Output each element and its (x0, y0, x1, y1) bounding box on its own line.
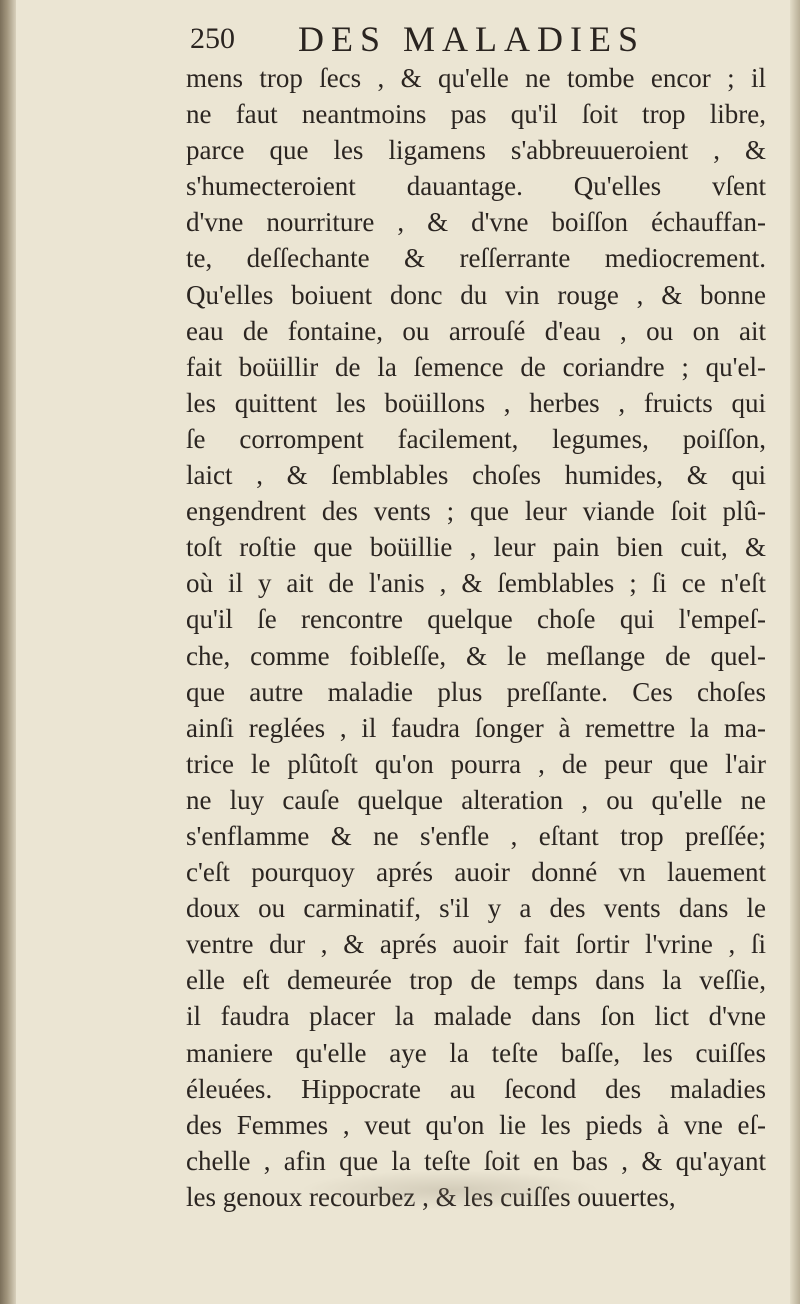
text-line: mens trop ſecs , & qu'elle ne tombe encor ; il (186, 63, 766, 93)
binding-gutter (0, 0, 16, 1304)
text-line: s'humecteroient dauantage. Qu'elles vſent (186, 171, 766, 202)
page-header (190, 18, 750, 58)
text-line: que autre maladie plus preſſante. Ces choſes (186, 676, 766, 707)
text-line: doux ou carminatif, s'il y a des vents dans le (186, 893, 766, 924)
text-line: engendrent des vents ; que leur viande ſoit plû- (186, 496, 766, 527)
text-line: fait boüillir de la ſemence de coriandre ; qu'el- (186, 351, 766, 382)
text-line: d'vne nourriture , & d'vne boiſſon échauffan- (186, 207, 766, 238)
text-line: ſe corrompent facilement, legumes, poiſſon, (186, 423, 766, 454)
text-line: eau de fontaine, ou arrouſé d'eau , ou on ait (186, 315, 766, 346)
text-line: trice le plûtoſt qu'on pourra , de peur que l'air (186, 748, 766, 779)
text-line: ventre dur , & aprés auoir fait ſortir l'vrine , ſi (186, 929, 766, 960)
text-line: ainſi reglées , il faudra ſonger à remettre la ma- (186, 712, 766, 743)
text-line: Qu'elles boiuent donc du vin rouge , & bonne (186, 279, 766, 310)
text-line: les genoux recourbez , & les cuiſſes ouuertes, (186, 1181, 676, 1212)
text-line: qu'il ſe rencontre quelque choſe qui l'empeſ- (186, 604, 766, 635)
text-line: che, comme foibleſſe, & le meſlange de quel- (186, 640, 766, 671)
text-line: laict , & ſemblables choſes humides, & qui (186, 460, 766, 491)
text-line: ne luy cauſe quelque alteration , ou qu'elle ne (186, 784, 766, 815)
text-line: où il y ait de l'anis , & ſemblables ; ſi ce n'eſt (186, 568, 766, 599)
text-line: ne faut neantmoins pas qu'il ſoit trop libre, (186, 99, 766, 130)
running-title: DES MALADIES (298, 19, 646, 59)
text-line: elle eſt demeurée trop de temps dans la veſſie, (186, 965, 766, 996)
bleed-through-smudge (300, 1170, 600, 1210)
text-line: chelle , afin que la teſte ſoit en bas , & qu'ayant (186, 1145, 766, 1176)
page-number: 250 (190, 22, 235, 55)
text-line: te, deſſechante & reſſerrante mediocrement. (186, 243, 766, 274)
text-line: il faudra placer la malade dans ſon lict d'vne (186, 1001, 766, 1032)
body-text (186, 60, 766, 1215)
text-line: éleuées. Hippocrate au ſecond des maladies (186, 1073, 766, 1104)
text-line: les quittent les boüillons , herbes , fruicts qui (186, 387, 766, 418)
text-line: des Femmes , veut qu'on lie les pieds à vne eſ- (186, 1109, 766, 1140)
text-line: maniere qu'elle aye la teſte baſſe, les cuiſſes (186, 1037, 766, 1068)
text-line: toſt roſtie que boüillie , leur pain bien cuit, & (186, 532, 766, 563)
page-edge (790, 0, 800, 1304)
text-line: s'enflamme & ne s'enfle , eſtant trop preſſée; (186, 820, 766, 851)
text-line: parce que les ligamens s'abbreuueroient , & (186, 135, 766, 166)
text-line: c'eſt pourquoy aprés auoir donné vn lauement (186, 857, 766, 888)
